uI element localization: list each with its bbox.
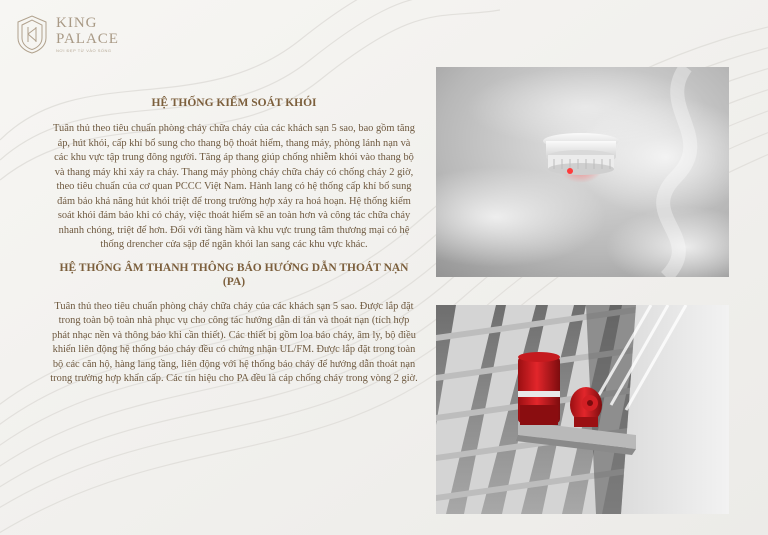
section-heading: HỆ THỐNG KIỂM SOÁT KHÓI — [151, 97, 317, 109]
siren-beacon-photo — [436, 305, 729, 514]
section-body: Tuân thủ theo tiêu chuẩn phòng cháy chữa cháy của các khách sạn 5 sao. Được lắp đặt trong toàn bộ toàn nhà phục vụ cho công tác hướng dẫn di tản và thoát nạn (tích hợp phát nhạc nền và thông báo khi cần thiết). Các thiết bị gồm loa báo cháy, âm ly, bộ điều khiển liên động hệ thống báo cháy đều có chứng nhận UL/FM. Được lắp đặt trong toàn bộ các căn hộ, hàng lang tầng, liên động với hệ thống báo cháy để hướng dẫn thoát nạn trong trường hợp khẩn cấp. Các tín hiệu cho PA đều là cáp chống cháy trong vòng 2 giờ. — [50, 300, 418, 384]
brand-name-line1: KING — [56, 14, 98, 31]
section-heading: HỆ THỐNG ÂM THANH THÔNG BÁO HƯỚNG DẪN THOÁT NẠN (PA) — [59, 261, 409, 288]
text-column — [50, 96, 418, 387]
brand-logo[interactable] — [14, 14, 119, 54]
smoke-detector-photo — [436, 67, 729, 277]
section-smoke-control — [50, 96, 418, 253]
brand-name-line2: PALACE — [56, 30, 119, 47]
king-palace-crest-icon — [14, 14, 50, 54]
section-body: Tuân thủ theo tiêu chuẩn phòng cháy chữa cháy của các khách sạn 5 sao, bao gồm tăng áp, hút khói, cấp khí bổ sung cho thang bộ thoát hiểm, thang máy, phòng lánh nạn và các khu vực tập trung đông người. Tăng áp thang giúp chống nhiễm khói vào thang bộ và thang máy khi xảy ra cháy. Thang máy phòng cháy chữa cháy có chống cháy 2 giờ, theo tiêu chuẩn của cơ quan PCCC Việt Nam. Hành lang có hệ thống cấp khí bổ sung đảm bảo khả năng hút khói triệt để trong trường hợp xảy ra hoả hoạn. Hệ thống kiểm soát khói đảm bảo khi có cháy, việc thoát hiểm sẽ an toàn hơn và công tác chữa cháy nhanh chóng, triệt để hơn. Đối với tầng hầm và khu vực trung tâm thương mại có hệ thống drencher cửa sập để ngăn khói lan sang các khu vực khác. — [53, 123, 415, 250]
brand-tagline: NƠI ĐẸP TỪ VÀO SỐNG — [56, 47, 112, 53]
section-pa-system — [50, 261, 418, 387]
